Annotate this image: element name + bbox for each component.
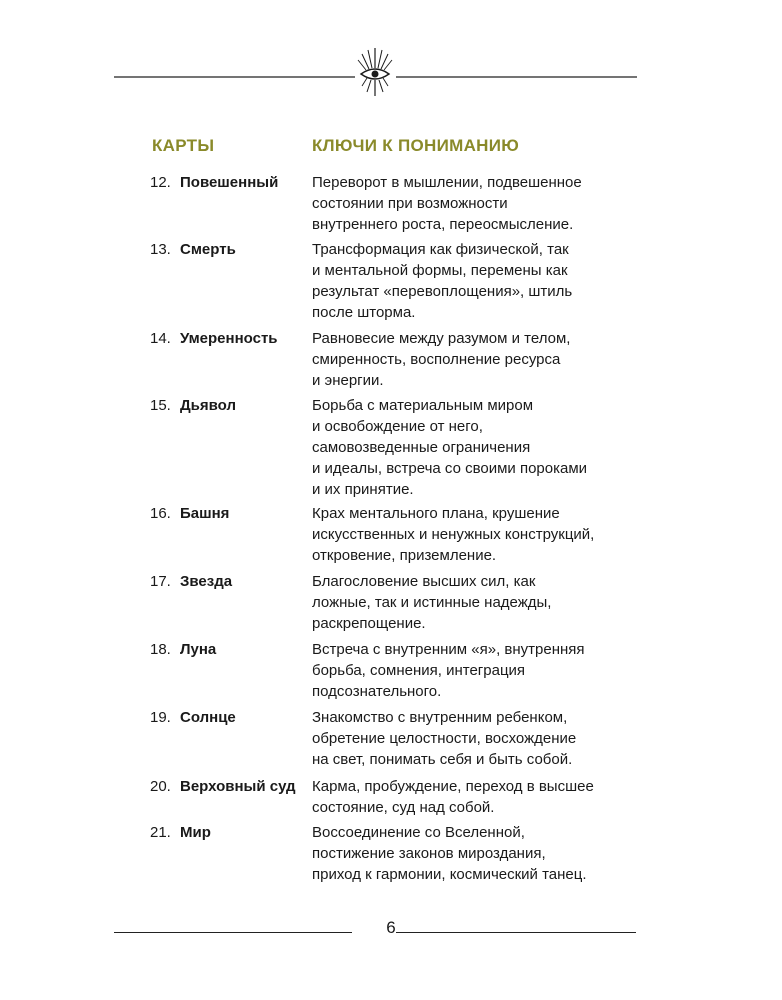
- description-line: Карма, пробуждение, переход в высшее: [312, 778, 594, 795]
- card-number: 17.: [150, 573, 171, 590]
- list-item: [0, 503, 782, 571]
- description-line: Воссоединение со Вселенной,: [312, 824, 525, 841]
- card-number: 19.: [150, 709, 171, 726]
- description-line: состояние, суд над собой.: [312, 799, 495, 816]
- card-name: Умеренность: [180, 330, 278, 347]
- list-item: [0, 172, 782, 239]
- column-header-cards: КАРТЫ: [152, 136, 215, 155]
- description-line: после шторма.: [312, 304, 416, 321]
- description-line: Благословение высших сил, как: [312, 573, 536, 590]
- description-line: ложные, так и истинные надежды,: [312, 594, 552, 611]
- card-description: [312, 503, 632, 566]
- description-line: и энергии.: [312, 372, 384, 389]
- header-ornament: [0, 0, 782, 110]
- card-number: 14.: [150, 330, 171, 347]
- footer-rule-right: [396, 932, 636, 933]
- description-line: Знакомство с внутренним ребенком,: [312, 709, 568, 726]
- card-description: [312, 707, 632, 770]
- column-header-keys: КЛЮЧИ К ПОНИМАНИЮ: [312, 136, 520, 155]
- card-description: [312, 571, 632, 634]
- description-line: и освобождение от него,: [312, 418, 483, 435]
- description-line: Переворот в мышлении, подвешенное: [312, 174, 582, 191]
- description-line: борьба, сомнения, интеграция: [312, 662, 526, 679]
- list-item: [0, 395, 782, 503]
- description-line: состоянии при возможности: [312, 195, 508, 212]
- description-line: Равновесие между разумом и телом,: [312, 330, 571, 347]
- description-line: и ментальной формы, перемены как: [312, 262, 568, 279]
- card-list: [0, 172, 782, 888]
- description-line: самовозведенные ограничения: [312, 439, 531, 456]
- card-description: [312, 822, 632, 885]
- list-item: [0, 707, 782, 776]
- description-line: и идеалы, встреча со своими пороками: [312, 460, 588, 477]
- description-line: откровение, приземление.: [312, 547, 497, 564]
- description-line: Борьба с материальным миром: [312, 397, 534, 414]
- list-item: [0, 328, 782, 395]
- card-description: [312, 639, 632, 702]
- description-line: постижение законов мироздания,: [312, 845, 546, 862]
- card-name: Дьявол: [180, 397, 237, 414]
- card-name: Верховный суд: [180, 778, 296, 795]
- card-name: Солнце: [180, 709, 236, 726]
- description-line: результат «перевоплощения», штиль: [312, 283, 573, 300]
- list-item: [0, 239, 782, 328]
- description-line: смиренность, восполнение ресурса: [312, 351, 561, 368]
- card-number: 15.: [150, 397, 171, 414]
- list-item: [0, 776, 782, 822]
- eye-sunburst-icon: [0, 0, 782, 110]
- card-number: 18.: [150, 641, 171, 658]
- card-name: Луна: [180, 641, 217, 658]
- list-item: [0, 639, 782, 707]
- card-description: [312, 776, 632, 818]
- description-line: подсознательного.: [312, 683, 442, 700]
- description-line: Трансформация как физической, так: [312, 241, 569, 258]
- card-name: Повешенный: [180, 174, 279, 191]
- page-number: 6: [386, 918, 396, 937]
- description-line: на свет, понимать себя и быть собой.: [312, 751, 573, 768]
- list-item: [0, 822, 782, 888]
- list-item: [0, 571, 782, 639]
- description-line: обретение целостности, восхождение: [312, 730, 577, 747]
- card-number: 21.: [150, 824, 171, 841]
- description-line: раскрепощение.: [312, 615, 426, 632]
- description-line: и их принятие.: [312, 481, 414, 498]
- card-name: Башня: [180, 505, 230, 522]
- card-description: [312, 172, 632, 235]
- description-line: Крах ментального плана, крушение: [312, 505, 560, 522]
- description-line: внутреннего роста, переосмысление.: [312, 216, 574, 233]
- description-line: приход к гармонии, космический танец.: [312, 866, 587, 883]
- card-description: [312, 239, 632, 323]
- card-number: 16.: [150, 505, 171, 522]
- card-number: 13.: [150, 241, 171, 258]
- description-line: искусственных и ненужных конструкций,: [312, 526, 595, 543]
- page-footer: [0, 912, 782, 952]
- card-name: Смерть: [180, 241, 236, 258]
- card-name: Мир: [180, 824, 211, 841]
- card-number: 12.: [150, 174, 171, 191]
- card-description: [312, 395, 632, 500]
- card-name: Звезда: [180, 573, 233, 590]
- table-headers: [0, 136, 782, 160]
- card-description: [312, 328, 632, 391]
- description-line: Встреча с внутренним «я», внутренняя: [312, 641, 585, 658]
- card-number: 20.: [150, 778, 171, 795]
